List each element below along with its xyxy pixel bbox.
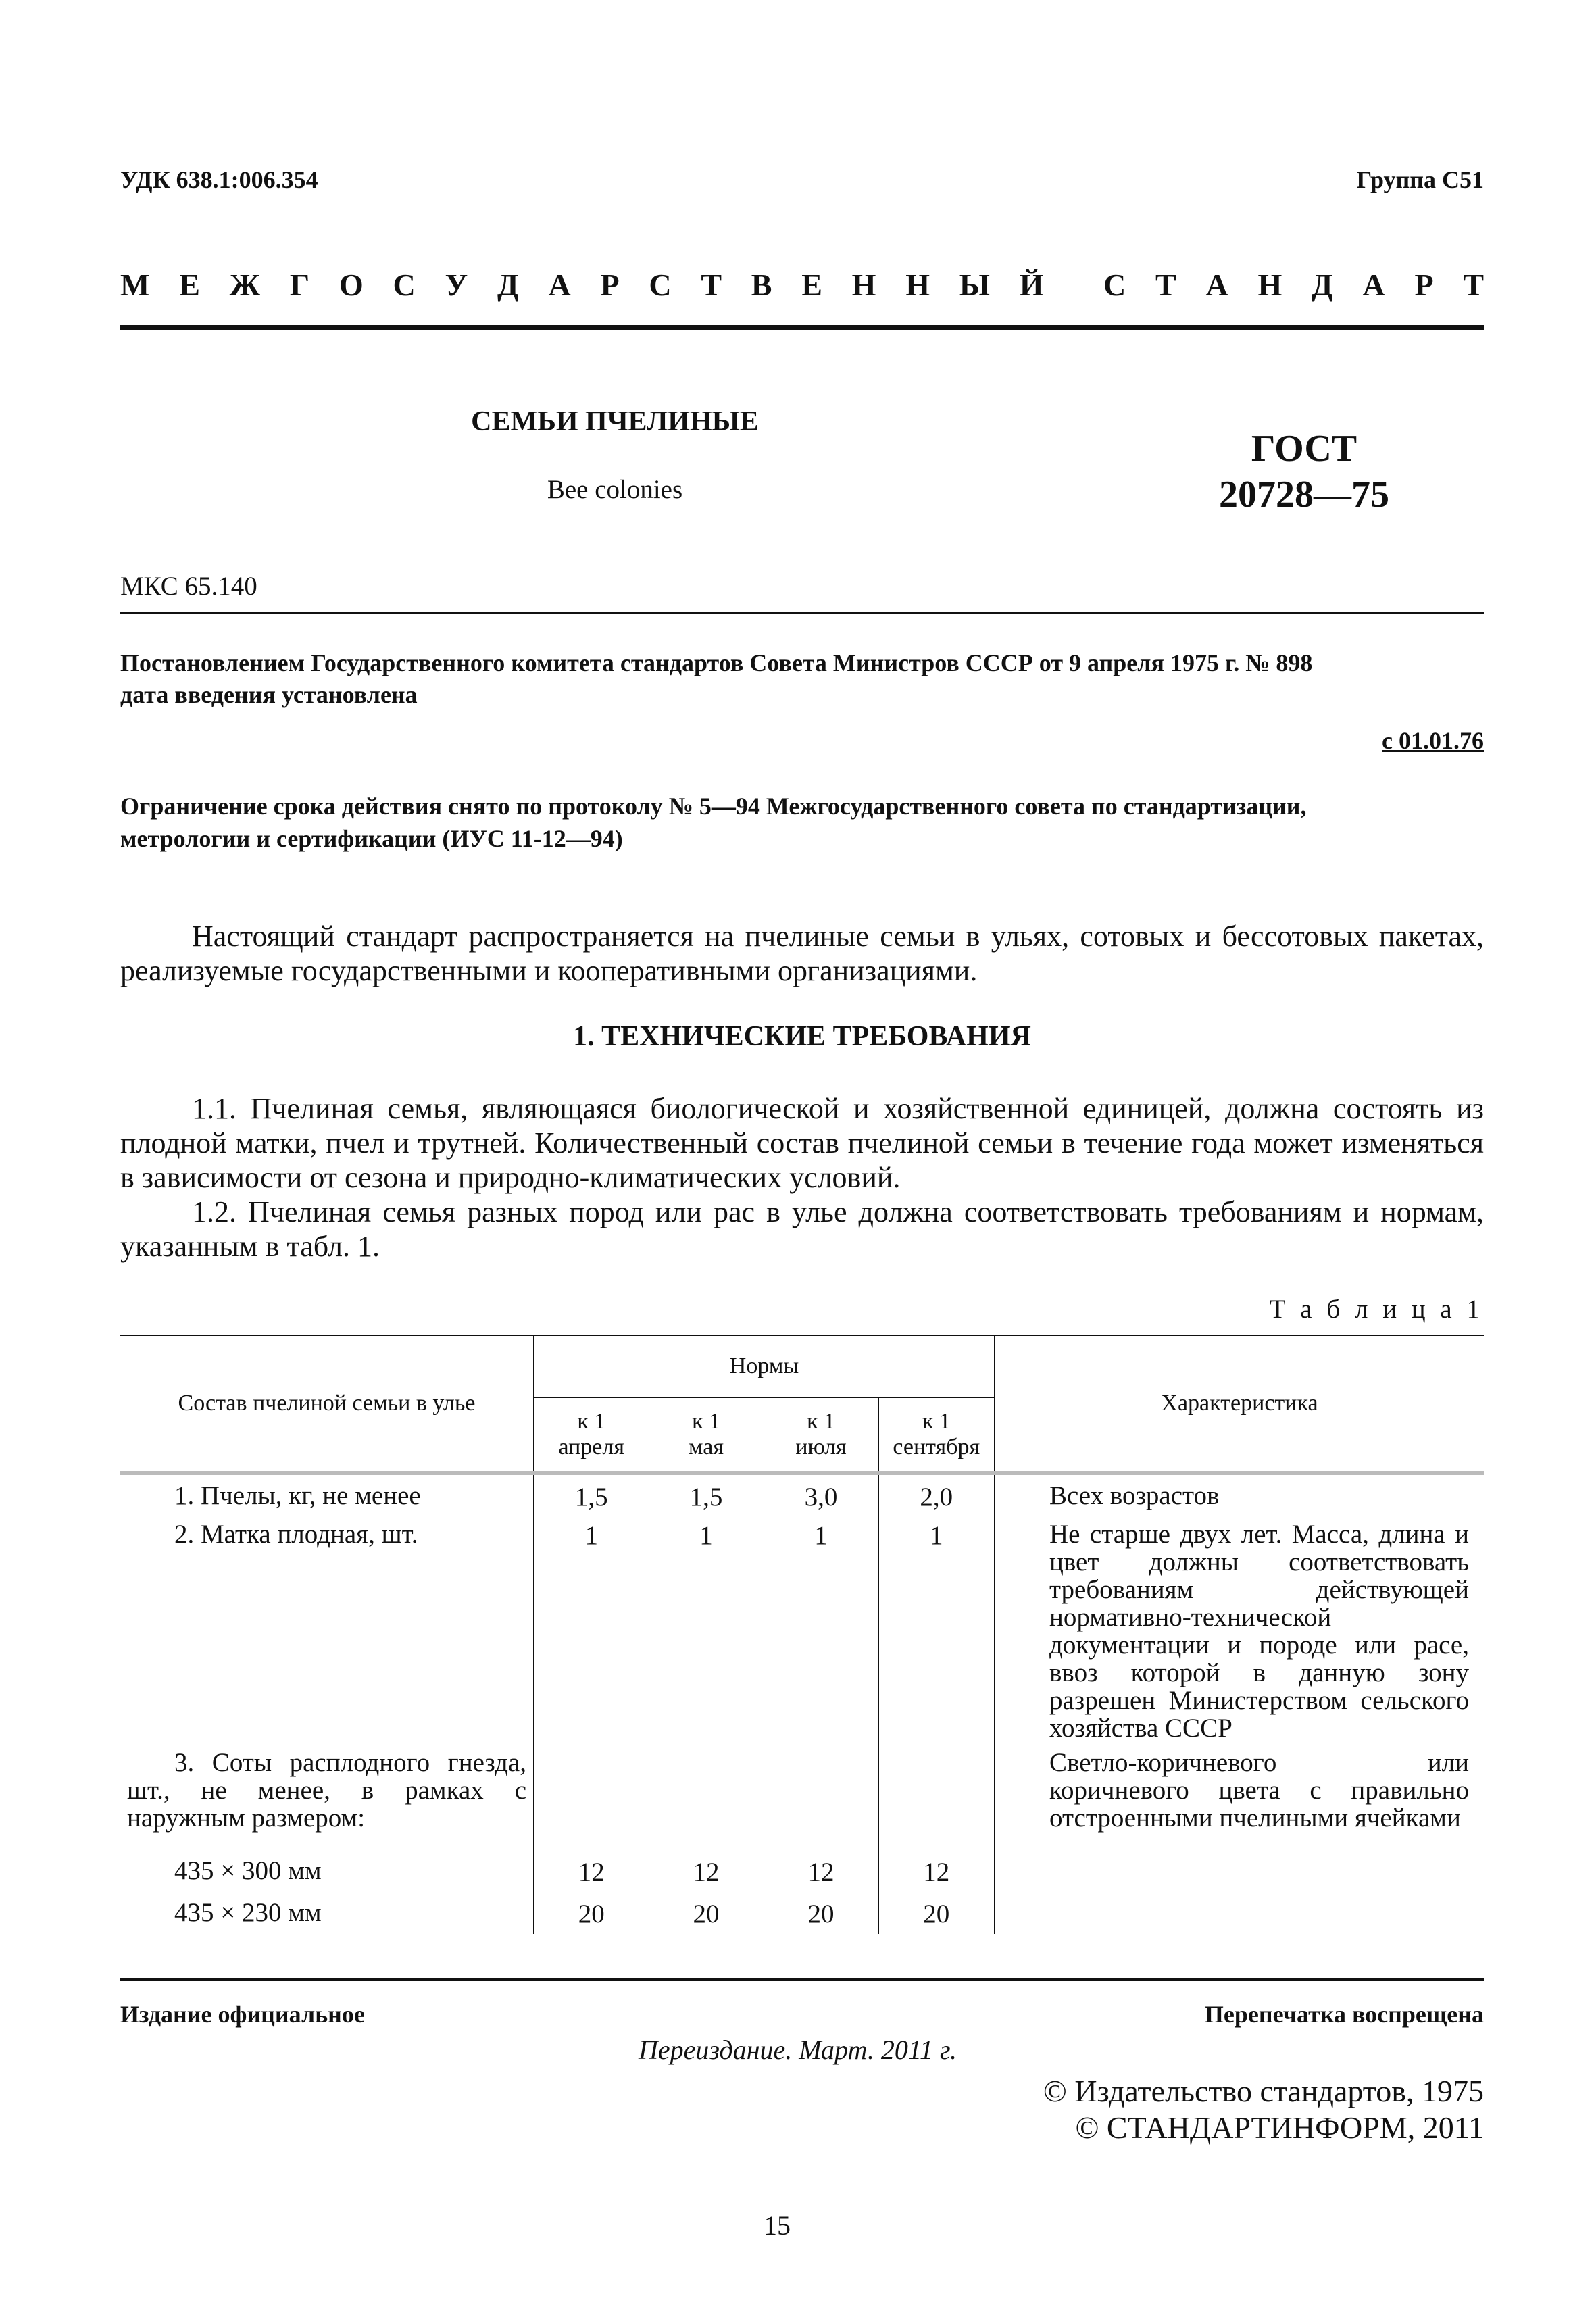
row-value: 20: [534, 1892, 649, 1934]
heading-letter: В: [751, 268, 772, 302]
row-value: 1: [930, 1521, 943, 1550]
row-value: 12: [764, 1850, 878, 1892]
heading-letter: Е: [179, 268, 200, 302]
official-edition: Издание официальное: [120, 2001, 365, 2028]
table-row: [120, 1514, 1484, 1742]
table-row: [120, 1473, 1484, 1514]
row-value: [764, 1742, 878, 1850]
heading-letter: Ы: [959, 268, 990, 302]
table-row: [120, 1850, 1484, 1892]
paragraph-1-2: 1.2. Пчелиная семья разных пород или рас в улье должна соответствовать требованиям и нормам, указанным в табл. 1.: [120, 1195, 1484, 1263]
date-label: к 1: [577, 1409, 606, 1434]
row-value: 20: [649, 1892, 764, 1934]
heading-letter: Н: [1257, 268, 1282, 302]
standard-type-heading: [120, 267, 1484, 303]
heading-letter: О: [339, 268, 364, 302]
copyright-2011: © СТАНДАРТИНФОРМ, 2011: [1075, 2110, 1484, 2145]
row-value: 1,5: [534, 1473, 649, 1514]
row-value: 12: [649, 1850, 764, 1892]
mks-code: МКС 65.140: [120, 572, 257, 601]
row-value: [649, 1742, 764, 1850]
heading-letter: С: [1103, 268, 1126, 302]
header-date-april: [534, 1397, 649, 1473]
paragraph-1-1: 1.1. Пчелиная семья, являющаяся биологической и хозяйственной единицей, должна состоять из плодной матки, пчел и трутней. Количественный состав пчелиной семьи в течение года может изменяться в зависимости от сезона и природно-климатических условий.: [120, 1092, 1484, 1194]
row-value: 20: [923, 1899, 950, 1928]
row-value: 12: [923, 1858, 950, 1887]
group-code: Группа С51: [1356, 166, 1484, 193]
row-value: 12: [534, 1850, 649, 1892]
row-value: [878, 1742, 995, 1850]
date-month: мая: [688, 1435, 724, 1460]
heading-letter: А: [1205, 268, 1228, 302]
heading-letter: Г: [289, 268, 310, 302]
header-date-may: [649, 1397, 764, 1473]
heading-letter: С: [393, 268, 416, 302]
gost-label: ГОСТ: [1251, 428, 1357, 470]
heading-letter: У: [445, 268, 468, 302]
header-norms: Нормы: [534, 1335, 995, 1397]
limitation-line2: метрологии и сертификации (ИУС 11-12—94): [120, 825, 623, 852]
heading-letter: Т: [701, 268, 722, 302]
introduction-date: с 01.01.76: [1382, 727, 1484, 754]
heading-letter: А: [1362, 268, 1385, 302]
reissue-note: Переиздание. Март. 2011 г.: [639, 2035, 957, 2065]
heading-letter: Н: [851, 268, 876, 302]
row-characteristic: Всех возрастов: [995, 1473, 1484, 1514]
heading-letter: Р: [600, 268, 620, 302]
date-month: сентября: [893, 1435, 980, 1460]
decree-line1: Постановлением Государственного комитета стандартов Совета Министров СССР от 9 апреля 1975 г. № 898: [120, 649, 1313, 676]
table-caption: Т а б л и ц а 1: [1269, 1295, 1484, 1324]
header-characteristic: Характеристика: [995, 1335, 1484, 1473]
udk-code: УДК 638.1:006.354: [120, 166, 318, 193]
row-characteristic: [995, 1892, 1484, 1934]
heading-letter: А: [548, 268, 571, 302]
table-row: [120, 1892, 1484, 1934]
row-composition: 1. Пчелы, кг, не менее: [120, 1473, 534, 1514]
header-rule: [120, 325, 1484, 330]
section-body: [120, 1091, 1484, 1264]
reprint-forbidden: Перепечатка воспрещена: [1204, 2001, 1484, 2028]
row-composition: 435 × 230 мм: [120, 1892, 534, 1934]
date-label: к 1: [691, 1409, 721, 1434]
row-characteristic: Не старше двух лет. Масса, длина и цвет должны соответствовать требованиям действующей нормативно-технической документации и породе или расе, ввоз которой в данную зону разрешен Министерством сельского хозяйства СССР: [995, 1514, 1484, 1742]
header-date-july: [764, 1397, 878, 1473]
date-month: июля: [795, 1435, 847, 1460]
heading-letter: Р: [1414, 268, 1434, 302]
heading-letter: Д: [1312, 268, 1333, 302]
heading-letter: Д: [497, 268, 519, 302]
row-characteristic: [995, 1850, 1484, 1892]
limitation-line1: Ограничение срока действия снято по протоколу № 5—94 Межгосударственного совета по стандартизации,: [120, 793, 1307, 820]
row-value: [534, 1742, 649, 1850]
date-label: к 1: [922, 1409, 951, 1434]
section-heading: 1. ТЕХНИЧЕСКИЕ ТРЕБОВАНИЯ: [573, 1021, 1031, 1052]
title-ru: СЕМЬИ ПЧЕЛИНЫЕ: [471, 406, 759, 437]
row-composition: 2. Матка плодная, шт.: [120, 1514, 534, 1742]
footer-rule: [120, 1978, 1484, 1981]
row-value: 1: [649, 1514, 764, 1742]
heading-letter: Е: [801, 268, 822, 302]
row-value: 2,0: [920, 1483, 953, 1512]
intro-text: Настоящий стандарт распространяется на пчелиные семьи в ульях, сотовых и бессотовых пакетах, реализуемые государственными и кооперативными организациями.: [120, 920, 1484, 987]
title-en: Bee colonies: [547, 475, 683, 504]
table-row: [120, 1742, 1484, 1850]
row-composition: 435 × 300 мм: [120, 1850, 534, 1892]
heading-letter: Ж: [229, 268, 261, 302]
row-value: 3,0: [764, 1473, 878, 1514]
row-value: 20: [764, 1892, 878, 1934]
header-date-september: [878, 1397, 995, 1473]
gost-number: 20728—75: [1219, 474, 1389, 516]
norms-table: [120, 1335, 1484, 1934]
intro-paragraph: [120, 919, 1484, 988]
heading-letter: Й: [1019, 268, 1044, 302]
heading-word-gap: [1073, 267, 1074, 303]
mks-rule: [120, 612, 1484, 614]
decree-line2: дата введения установлена: [120, 681, 418, 708]
row-value: 1: [764, 1514, 878, 1742]
heading-letter: М: [120, 268, 150, 302]
heading-letter: С: [649, 268, 672, 302]
row-value: 1,5: [649, 1473, 764, 1514]
heading-letter: Н: [905, 268, 930, 302]
header-composition: Состав пчелиной семьи в улье: [120, 1335, 534, 1473]
heading-letter: Т: [1155, 268, 1176, 302]
date-month: апреля: [558, 1435, 625, 1460]
row-value: 1: [534, 1514, 649, 1742]
row-composition: 3. Соты расплодного гнезда, шт., не менее, в рамках с наружным размером:: [120, 1742, 534, 1850]
heading-letter: Т: [1463, 268, 1484, 302]
page-number: 15: [764, 2210, 791, 2241]
date-label: к 1: [806, 1409, 836, 1434]
copyright-1975: © Издательство стандартов, 1975: [1043, 2074, 1484, 2108]
row-characteristic: Светло-коричневого или коричневого цвета с правильно отстроенными пчелиными ячейками: [995, 1742, 1484, 1850]
